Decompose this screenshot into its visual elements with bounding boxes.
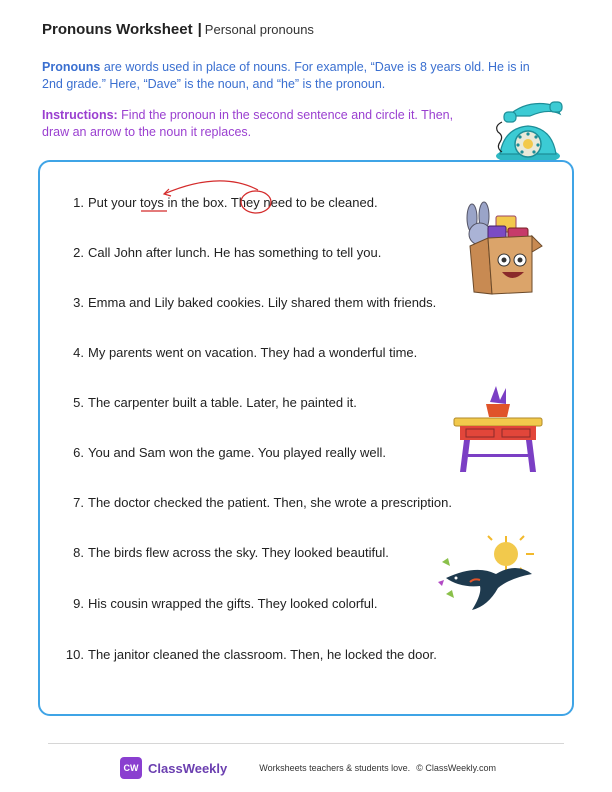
list-item (58, 545, 389, 560)
instructions-paragraph (42, 107, 482, 141)
question-text: The janitor cleaned the classroom. Then, he locked the door. (88, 647, 437, 662)
bird-and-sun-illustration (436, 532, 540, 614)
question-number: 3. (73, 295, 84, 310)
question-text: The carpenter built a table. Later, he painted it. (88, 395, 357, 410)
table-with-plant-illustration (452, 384, 544, 476)
list-item (58, 495, 452, 510)
list-item (58, 245, 381, 260)
example-noun: toys (140, 195, 164, 210)
list-item (58, 596, 378, 611)
question-text: Emma and Lily baked cookies. Lily shared them with friends. (88, 295, 437, 310)
instructions-text: Find the pronoun in the second sentence and circle it. Then, draw an arrow to the noun it replaces. (42, 108, 454, 139)
footer-copyright: © ClassWeekly.com (416, 763, 497, 773)
question-text: You and Sam won the game. You played really well. (88, 445, 386, 460)
question-text: His cousin wrapped the gifts. They looked colorful. (88, 596, 378, 611)
question-number: 2. (73, 245, 84, 260)
intro-paragraph (42, 59, 542, 93)
question-number: 6. (73, 445, 84, 460)
example-text-after: need to be cleaned. (259, 195, 378, 210)
question-number: 9. (73, 596, 84, 611)
question-number: 8. (73, 545, 84, 560)
example-text-middle: in the box. (163, 195, 231, 210)
question-text: The doctor checked the patient. Then, she wrote a prescription. (88, 495, 452, 510)
worksheet-title: Pronouns Worksheet (42, 21, 193, 38)
classweekly-logo-icon: CW (120, 757, 142, 779)
question-number: 5. (73, 395, 84, 410)
footer-tagline: Worksheets teachers & students love. (259, 763, 411, 773)
intro-text: are words used in place of nouns. For example, “Dave is 8 years old. He is in 2nd grade.” Here, “Dave” is the noun, and “he” is the pronoun. (42, 60, 530, 91)
question-text: The birds flew across the sky. They looked beautiful. (88, 545, 389, 560)
telephone-illustration (486, 94, 566, 166)
footer-divider (48, 743, 564, 744)
instructions-label: Instructions: (42, 108, 118, 122)
list-item (58, 295, 436, 310)
intro-term: Pronouns (42, 60, 101, 74)
question-number: 7. (73, 495, 84, 510)
question-number: 10. (65, 647, 84, 662)
worksheet-header (42, 21, 314, 38)
footer (120, 757, 496, 779)
list-item (58, 345, 417, 360)
list-item (58, 395, 357, 410)
example-pronoun: They (230, 195, 260, 210)
list-item (58, 647, 437, 662)
question-text: Call John after lunch. He has something to tell you. (88, 245, 382, 260)
question-number: 4. (73, 345, 84, 360)
question-text: My parents went on vacation. They had a wonderful time. (88, 345, 418, 360)
question-number: 1. (73, 195, 84, 210)
example-text-before: Put your (88, 195, 141, 210)
example-question (58, 195, 378, 210)
worksheet-subtitle: Personal pronouns (204, 22, 314, 37)
list-item (58, 445, 386, 460)
toy-box-illustration (452, 198, 548, 300)
footer-brand: ClassWeekly (148, 760, 228, 776)
header-separator: | (197, 21, 202, 38)
